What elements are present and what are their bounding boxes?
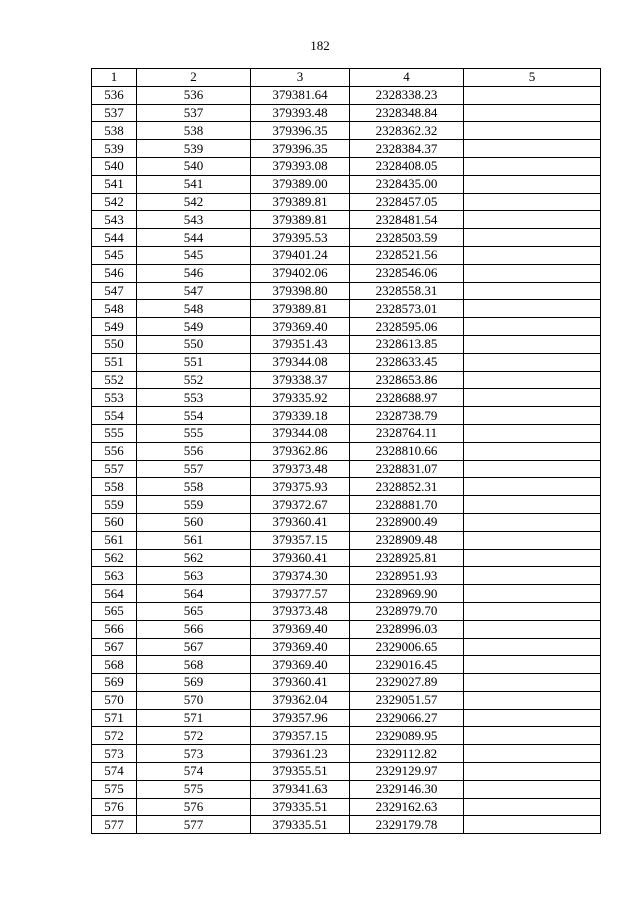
table-cell: 570 bbox=[137, 691, 251, 709]
table-cell: 379373.48 bbox=[251, 602, 350, 620]
table-cell: 573 bbox=[137, 745, 251, 763]
table-cell: 2329016.45 bbox=[350, 656, 464, 674]
table-row bbox=[92, 229, 601, 247]
table-cell: 379389.81 bbox=[251, 193, 350, 211]
table-cell: 379377.57 bbox=[251, 585, 350, 603]
table-cell: 2328362.32 bbox=[350, 122, 464, 140]
table-cell bbox=[464, 104, 601, 122]
table-row bbox=[92, 122, 601, 140]
table-cell bbox=[464, 585, 601, 603]
column-header: 4 bbox=[350, 69, 464, 87]
table-cell: 540 bbox=[92, 157, 137, 175]
table-cell bbox=[464, 780, 601, 798]
table-cell: 2328881.70 bbox=[350, 496, 464, 514]
table-row bbox=[92, 585, 601, 603]
table-cell bbox=[464, 211, 601, 229]
table-cell: 553 bbox=[137, 389, 251, 407]
table-row bbox=[92, 407, 601, 425]
table-cell: 551 bbox=[92, 353, 137, 371]
table-cell: 379369.40 bbox=[251, 318, 350, 336]
table-cell: 552 bbox=[92, 371, 137, 389]
table-cell: 573 bbox=[92, 745, 137, 763]
table-cell: 537 bbox=[92, 104, 137, 122]
table-cell: 379375.93 bbox=[251, 478, 350, 496]
table-cell: 558 bbox=[92, 478, 137, 496]
table-cell: 567 bbox=[137, 638, 251, 656]
table-cell: 552 bbox=[137, 371, 251, 389]
table-cell: 379389.00 bbox=[251, 175, 350, 193]
table-cell: 558 bbox=[137, 478, 251, 496]
table-cell: 379341.63 bbox=[251, 780, 350, 798]
table-cell: 2329006.65 bbox=[350, 638, 464, 656]
table-cell: 536 bbox=[137, 86, 251, 104]
table-cell bbox=[464, 816, 601, 834]
table-cell bbox=[464, 140, 601, 158]
table-cell: 576 bbox=[92, 798, 137, 816]
table-cell: 572 bbox=[92, 727, 137, 745]
table-cell: 554 bbox=[137, 407, 251, 425]
table-row bbox=[92, 157, 601, 175]
table-cell: 2328979.70 bbox=[350, 602, 464, 620]
table-cell bbox=[464, 513, 601, 531]
table-cell bbox=[464, 656, 601, 674]
table-cell: 2329179.78 bbox=[350, 816, 464, 834]
table-cell: 2328764.11 bbox=[350, 424, 464, 442]
table-cell bbox=[464, 86, 601, 104]
table-cell: 379338.37 bbox=[251, 371, 350, 389]
table-cell: 569 bbox=[92, 674, 137, 692]
table-cell bbox=[464, 246, 601, 264]
table-cell: 2328633.45 bbox=[350, 353, 464, 371]
table-cell bbox=[464, 318, 601, 336]
table-row bbox=[92, 709, 601, 727]
table-row bbox=[92, 763, 601, 781]
table-cell: 550 bbox=[92, 335, 137, 353]
table-cell: 379389.81 bbox=[251, 300, 350, 318]
table-cell: 567 bbox=[92, 638, 137, 656]
table-cell bbox=[464, 335, 601, 353]
table-cell: 546 bbox=[92, 264, 137, 282]
table-cell bbox=[464, 549, 601, 567]
table-cell: 379362.04 bbox=[251, 691, 350, 709]
column-header: 3 bbox=[251, 69, 350, 87]
table-cell: 548 bbox=[92, 300, 137, 318]
table-cell: 379360.41 bbox=[251, 549, 350, 567]
table-cell: 379335.92 bbox=[251, 389, 350, 407]
table-cell: 572 bbox=[137, 727, 251, 745]
table-cell: 379357.15 bbox=[251, 531, 350, 549]
table-cell bbox=[464, 691, 601, 709]
table-cell: 2329112.82 bbox=[350, 745, 464, 763]
table-row bbox=[92, 282, 601, 300]
table-cell: 564 bbox=[137, 585, 251, 603]
table-cell: 538 bbox=[137, 122, 251, 140]
table-cell: 379335.51 bbox=[251, 816, 350, 834]
table-cell: 574 bbox=[92, 763, 137, 781]
column-header: 2 bbox=[137, 69, 251, 87]
table-row bbox=[92, 211, 601, 229]
table-cell: 568 bbox=[137, 656, 251, 674]
table-cell: 2328521.56 bbox=[350, 246, 464, 264]
table-cell: 379335.51 bbox=[251, 798, 350, 816]
table-row bbox=[92, 140, 601, 158]
column-header: 1 bbox=[92, 69, 137, 87]
table-cell: 2329129.97 bbox=[350, 763, 464, 781]
table-row bbox=[92, 318, 601, 336]
table-cell: 2328558.31 bbox=[350, 282, 464, 300]
table-cell: 548 bbox=[137, 300, 251, 318]
table-row bbox=[92, 620, 601, 638]
table-row bbox=[92, 780, 601, 798]
table-cell: 562 bbox=[92, 549, 137, 567]
table-cell: 2328595.06 bbox=[350, 318, 464, 336]
table-cell: 379396.35 bbox=[251, 122, 350, 140]
table-row bbox=[92, 816, 601, 834]
table-cell: 379389.81 bbox=[251, 211, 350, 229]
table-cell: 561 bbox=[137, 531, 251, 549]
table-cell: 379369.40 bbox=[251, 620, 350, 638]
table-cell: 538 bbox=[92, 122, 137, 140]
table-cell: 574 bbox=[137, 763, 251, 781]
table-cell: 569 bbox=[137, 674, 251, 692]
table-cell: 2328503.59 bbox=[350, 229, 464, 247]
table-cell: 2328831.07 bbox=[350, 460, 464, 478]
table-row bbox=[92, 353, 601, 371]
table-row bbox=[92, 460, 601, 478]
table-cell: 2328408.05 bbox=[350, 157, 464, 175]
table-cell: 563 bbox=[137, 567, 251, 585]
table-cell: 542 bbox=[92, 193, 137, 211]
table-cell: 2328909.48 bbox=[350, 531, 464, 549]
table-cell: 2328546.06 bbox=[350, 264, 464, 282]
table-cell: 379362.86 bbox=[251, 442, 350, 460]
table-row bbox=[92, 193, 601, 211]
table-cell: 543 bbox=[92, 211, 137, 229]
table-cell: 379401.24 bbox=[251, 246, 350, 264]
table-cell bbox=[464, 567, 601, 585]
table-cell: 2329066.27 bbox=[350, 709, 464, 727]
table-cell bbox=[464, 763, 601, 781]
table-cell: 541 bbox=[92, 175, 137, 193]
table-cell bbox=[464, 282, 601, 300]
table-cell: 539 bbox=[92, 140, 137, 158]
table-row bbox=[92, 656, 601, 674]
table-cell: 543 bbox=[137, 211, 251, 229]
table-cell: 565 bbox=[137, 602, 251, 620]
table-cell bbox=[464, 264, 601, 282]
table-cell bbox=[464, 674, 601, 692]
table-cell bbox=[464, 300, 601, 318]
table-row bbox=[92, 442, 601, 460]
table-cell: 564 bbox=[92, 585, 137, 603]
table-cell: 379372.67 bbox=[251, 496, 350, 514]
table-row bbox=[92, 246, 601, 264]
table-cell: 577 bbox=[92, 816, 137, 834]
table-row bbox=[92, 602, 601, 620]
table-cell: 571 bbox=[137, 709, 251, 727]
table-row bbox=[92, 513, 601, 531]
table-row bbox=[92, 638, 601, 656]
column-header: 5 bbox=[464, 69, 601, 87]
table-cell bbox=[464, 193, 601, 211]
table-row bbox=[92, 549, 601, 567]
table-cell: 2329027.89 bbox=[350, 674, 464, 692]
table-row bbox=[92, 424, 601, 442]
table-cell: 577 bbox=[137, 816, 251, 834]
table-cell: 556 bbox=[137, 442, 251, 460]
table-cell: 2328738.79 bbox=[350, 407, 464, 425]
table-cell: 2328969.90 bbox=[350, 585, 464, 603]
table-row bbox=[92, 531, 601, 549]
table-cell: 554 bbox=[92, 407, 137, 425]
table-cell: 2328852.31 bbox=[350, 478, 464, 496]
table-cell: 541 bbox=[137, 175, 251, 193]
table-cell: 570 bbox=[92, 691, 137, 709]
table-cell: 559 bbox=[137, 496, 251, 514]
table-cell: 2328348.84 bbox=[350, 104, 464, 122]
table-cell: 575 bbox=[92, 780, 137, 798]
table-cell: 2328457.05 bbox=[350, 193, 464, 211]
table-cell bbox=[464, 424, 601, 442]
table-cell: 563 bbox=[92, 567, 137, 585]
table-cell bbox=[464, 620, 601, 638]
table-cell: 379381.64 bbox=[251, 86, 350, 104]
table-row bbox=[92, 264, 601, 282]
table-cell: 549 bbox=[137, 318, 251, 336]
table-cell: 2328338.23 bbox=[350, 86, 464, 104]
table-cell bbox=[464, 460, 601, 478]
table-cell: 557 bbox=[137, 460, 251, 478]
table-cell bbox=[464, 496, 601, 514]
table-cell: 379360.41 bbox=[251, 513, 350, 531]
table-cell: 379396.35 bbox=[251, 140, 350, 158]
table-cell: 568 bbox=[92, 656, 137, 674]
table-row bbox=[92, 567, 601, 585]
table-cell: 551 bbox=[137, 353, 251, 371]
table-row bbox=[92, 300, 601, 318]
table-cell: 544 bbox=[137, 229, 251, 247]
table-cell: 2329146.30 bbox=[350, 780, 464, 798]
table-cell: 560 bbox=[137, 513, 251, 531]
table-cell: 547 bbox=[137, 282, 251, 300]
page-number: 182 bbox=[310, 38, 330, 53]
table-cell: 2328688.97 bbox=[350, 389, 464, 407]
table-row bbox=[92, 496, 601, 514]
table-row bbox=[92, 104, 601, 122]
table-cell: 540 bbox=[137, 157, 251, 175]
table-cell: 379361.23 bbox=[251, 745, 350, 763]
table-cell: 562 bbox=[137, 549, 251, 567]
table-cell: 2328951.93 bbox=[350, 567, 464, 585]
table-cell: 379369.40 bbox=[251, 656, 350, 674]
table-row bbox=[92, 371, 601, 389]
table-cell: 555 bbox=[92, 424, 137, 442]
table-cell: 379393.08 bbox=[251, 157, 350, 175]
table-cell: 539 bbox=[137, 140, 251, 158]
table-cell bbox=[464, 727, 601, 745]
table-cell bbox=[464, 389, 601, 407]
table-cell: 379344.08 bbox=[251, 424, 350, 442]
table-cell: 576 bbox=[137, 798, 251, 816]
table-cell: 566 bbox=[92, 620, 137, 638]
table-cell bbox=[464, 709, 601, 727]
table-cell: 575 bbox=[137, 780, 251, 798]
table-cell: 2328384.37 bbox=[350, 140, 464, 158]
table-cell: 379374.30 bbox=[251, 567, 350, 585]
table-row bbox=[92, 389, 601, 407]
table-cell: 2328925.81 bbox=[350, 549, 464, 567]
table-cell: 379344.08 bbox=[251, 353, 350, 371]
table-cell: 2328573.01 bbox=[350, 300, 464, 318]
table-row bbox=[92, 478, 601, 496]
table-cell bbox=[464, 157, 601, 175]
table-cell: 550 bbox=[137, 335, 251, 353]
table-cell: 2328613.85 bbox=[350, 335, 464, 353]
table-cell: 379398.80 bbox=[251, 282, 350, 300]
table-cell: 545 bbox=[92, 246, 137, 264]
table-cell: 544 bbox=[92, 229, 137, 247]
table-cell: 565 bbox=[92, 602, 137, 620]
table-cell bbox=[464, 175, 601, 193]
table-row bbox=[92, 745, 601, 763]
table-cell bbox=[464, 353, 601, 371]
table-cell: 546 bbox=[137, 264, 251, 282]
table-cell: 542 bbox=[137, 193, 251, 211]
coordinates-table bbox=[91, 68, 601, 834]
table-cell: 571 bbox=[92, 709, 137, 727]
table-cell: 379355.51 bbox=[251, 763, 350, 781]
table-cell: 555 bbox=[137, 424, 251, 442]
table-cell: 2329051.57 bbox=[350, 691, 464, 709]
table-cell bbox=[464, 407, 601, 425]
table-row bbox=[92, 691, 601, 709]
table-row bbox=[92, 674, 601, 692]
table-cell bbox=[464, 638, 601, 656]
table-row bbox=[92, 86, 601, 104]
table-cell: 561 bbox=[92, 531, 137, 549]
table-cell: 2328996.03 bbox=[350, 620, 464, 638]
table-cell: 379357.96 bbox=[251, 709, 350, 727]
table-cell: 379339.18 bbox=[251, 407, 350, 425]
table-body bbox=[92, 86, 601, 833]
table-cell: 536 bbox=[92, 86, 137, 104]
table-cell: 379393.48 bbox=[251, 104, 350, 122]
table-cell bbox=[464, 371, 601, 389]
table-cell: 556 bbox=[92, 442, 137, 460]
table-cell: 2328481.54 bbox=[350, 211, 464, 229]
table-cell: 547 bbox=[92, 282, 137, 300]
table-cell: 379357.15 bbox=[251, 727, 350, 745]
table-cell bbox=[464, 442, 601, 460]
table-cell: 379395.53 bbox=[251, 229, 350, 247]
table-cell: 379360.41 bbox=[251, 674, 350, 692]
table-row bbox=[92, 175, 601, 193]
table-cell: 566 bbox=[137, 620, 251, 638]
table-cell: 379369.40 bbox=[251, 638, 350, 656]
table-cell bbox=[464, 798, 601, 816]
table-row bbox=[92, 727, 601, 745]
table-cell: 2328810.66 bbox=[350, 442, 464, 460]
table-cell: 2329089.95 bbox=[350, 727, 464, 745]
table-cell: 559 bbox=[92, 496, 137, 514]
table-cell bbox=[464, 531, 601, 549]
table-cell: 379373.48 bbox=[251, 460, 350, 478]
table-cell: 545 bbox=[137, 246, 251, 264]
table-cell bbox=[464, 602, 601, 620]
table-cell: 379402.06 bbox=[251, 264, 350, 282]
table-cell: 2328900.49 bbox=[350, 513, 464, 531]
table-cell bbox=[464, 122, 601, 140]
table-cell bbox=[464, 229, 601, 247]
table-cell: 379351.43 bbox=[251, 335, 350, 353]
table-cell: 2328653.86 bbox=[350, 371, 464, 389]
table-cell: 2328435.00 bbox=[350, 175, 464, 193]
table-header-row bbox=[92, 69, 601, 87]
table-cell: 557 bbox=[92, 460, 137, 478]
table-cell: 537 bbox=[137, 104, 251, 122]
table-cell: 2329162.63 bbox=[350, 798, 464, 816]
table-cell bbox=[464, 745, 601, 763]
table-cell: 549 bbox=[92, 318, 137, 336]
table-row bbox=[92, 798, 601, 816]
table-cell bbox=[464, 478, 601, 496]
table-cell: 553 bbox=[92, 389, 137, 407]
table-cell: 560 bbox=[92, 513, 137, 531]
table-row bbox=[92, 335, 601, 353]
